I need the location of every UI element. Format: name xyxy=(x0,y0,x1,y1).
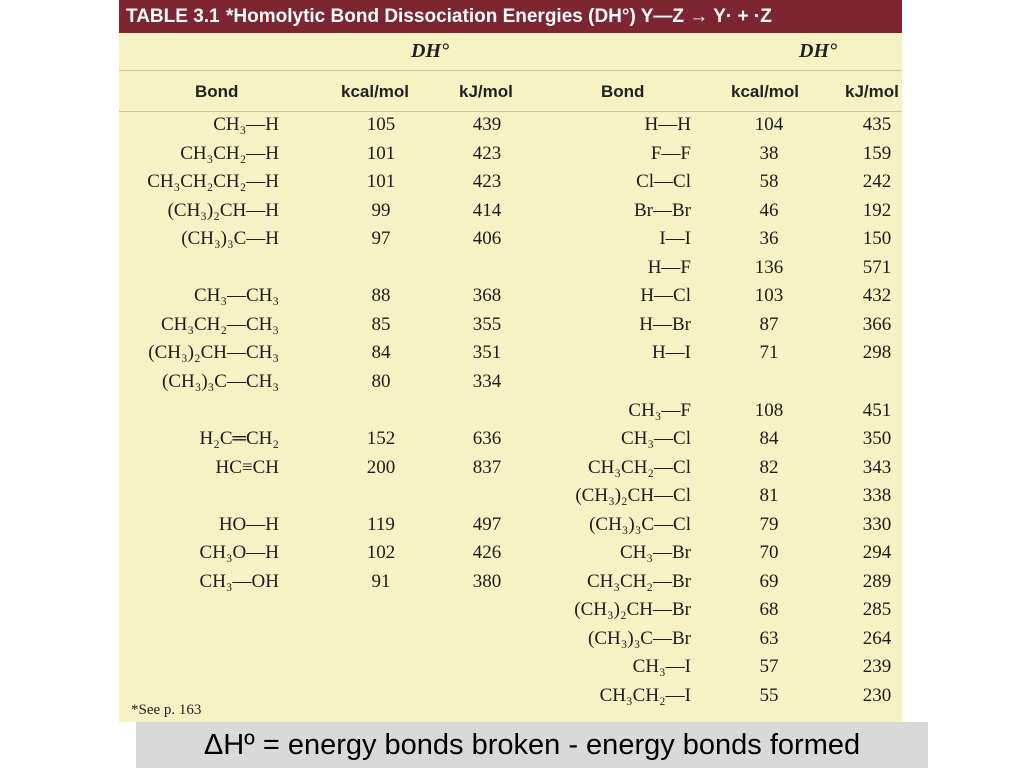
kj-cell: 432 xyxy=(862,285,892,307)
kcal-cell: 36 xyxy=(759,228,779,250)
bond-cell: CH₃CH₂—CH₃ xyxy=(160,313,279,335)
kj-cell: 439 xyxy=(472,114,502,135)
table-row xyxy=(119,311,902,339)
kj-cell: 242 xyxy=(862,171,892,193)
bond-cell: H₂C═CH₂ xyxy=(199,428,279,450)
kj-cell: 636 xyxy=(472,428,502,450)
bond-cell: (CH₃)₃C—CH₃ xyxy=(162,370,279,392)
kj-cell: 239 xyxy=(862,656,892,678)
table-row xyxy=(119,197,902,225)
kj-cell: 451 xyxy=(862,399,892,421)
bond-cell: I—I xyxy=(659,228,691,250)
bond-cell: Br—Br xyxy=(634,199,691,221)
kj-cell: 330 xyxy=(862,513,892,535)
kj-cell: 334 xyxy=(472,370,502,392)
bond-cell: (CH₃)₂CH—Br xyxy=(574,599,691,621)
kcal-cell: 82 xyxy=(759,456,779,478)
table-row xyxy=(119,168,902,196)
table-row xyxy=(119,653,902,681)
bond-cell: CH₃—F xyxy=(628,399,691,421)
table-row xyxy=(119,596,902,624)
bond-energy-table xyxy=(119,0,902,722)
col-header-kcal-right: kcal/mol xyxy=(731,82,800,101)
kcal-cell: 200 xyxy=(366,456,396,478)
bond-cell: Cl—Cl xyxy=(636,171,691,193)
kcal-cell: 55 xyxy=(759,685,779,706)
bond-cell: (CH₃)₂CH—Cl xyxy=(575,485,691,507)
table-row xyxy=(119,282,902,310)
bond-cell: CH₃CH₂—I xyxy=(599,685,691,706)
kcal-cell: 101 xyxy=(366,142,396,164)
kcal-cell: 81 xyxy=(759,485,779,507)
col-header-bond-left: Bond xyxy=(195,82,239,101)
kj-cell: 350 xyxy=(862,428,892,450)
bond-cell: CH₃—CH₃ xyxy=(193,285,279,307)
table-row xyxy=(119,482,902,510)
kcal-cell: 152 xyxy=(366,428,396,450)
table-row xyxy=(119,682,902,710)
bond-cell: H—F xyxy=(647,256,691,278)
kcal-cell: 69 xyxy=(759,570,779,592)
kj-cell: 368 xyxy=(472,285,502,307)
bond-cell: CH₃—Br xyxy=(619,542,691,564)
kcal-cell: 68 xyxy=(759,599,779,621)
kj-cell: 497 xyxy=(472,513,502,535)
table-row xyxy=(119,254,902,282)
kcal-cell: 70 xyxy=(759,542,779,564)
kj-cell: 366 xyxy=(862,313,892,335)
table-title-bar xyxy=(119,0,902,33)
table-row xyxy=(119,454,902,482)
table-row xyxy=(119,568,902,596)
table-title: *Homolytic Bond Dissociation Energies (DH°) Y—Z → Y· + ·Z xyxy=(226,6,772,27)
bond-cell: (CH₃)₂CH—CH₃ xyxy=(148,342,279,364)
bond-cell: CH₃CH₂—Cl xyxy=(588,456,691,478)
table-number: TABLE 3.1 xyxy=(126,6,220,27)
bond-cell: CH₃—Cl xyxy=(621,428,691,450)
kj-cell: 289 xyxy=(862,570,892,592)
kcal-cell: 38 xyxy=(759,142,779,164)
table-row xyxy=(119,339,902,367)
col-header-bond-right: Bond xyxy=(601,82,645,101)
kcal-cell: 71 xyxy=(759,342,779,364)
table-row xyxy=(119,625,902,653)
table-row xyxy=(119,539,902,567)
table-row xyxy=(119,511,902,539)
kcal-cell: 58 xyxy=(759,171,779,193)
bond-cell: H—Br xyxy=(639,313,691,335)
bond-cell: CH₃CH₂CH₂—H xyxy=(147,171,279,193)
bond-cell: CH₃—OH xyxy=(199,570,279,592)
kcal-cell: 63 xyxy=(759,627,779,649)
kcal-cell: 108 xyxy=(754,399,784,421)
kj-cell: 298 xyxy=(862,342,892,364)
col-header-kj-right: kJ/mol xyxy=(845,82,899,101)
kj-cell: 406 xyxy=(472,228,502,250)
kcal-cell: 101 xyxy=(366,171,396,193)
kcal-cell: 97 xyxy=(371,228,391,250)
kcal-cell: 87 xyxy=(759,313,779,335)
kj-cell: 159 xyxy=(862,142,892,164)
kj-cell: 414 xyxy=(472,199,502,221)
table-row xyxy=(119,397,902,425)
bond-cell: (CH₃)₃C—Br xyxy=(588,627,691,649)
bond-cell: CH₃CH₂—H xyxy=(180,142,279,164)
bond-cell: CH₃—I xyxy=(632,656,691,678)
kcal-cell: 57 xyxy=(759,656,779,678)
footnote: *See p. 163 xyxy=(131,702,202,718)
kcal-cell: 79 xyxy=(759,513,779,535)
kj-cell: 426 xyxy=(472,542,502,564)
kj-cell: 380 xyxy=(472,570,502,592)
kcal-cell: 84 xyxy=(759,428,779,450)
kcal-cell: 88 xyxy=(371,285,391,307)
header-rule-top xyxy=(119,70,902,71)
kj-cell: 230 xyxy=(862,685,892,706)
kcal-cell: 91 xyxy=(371,570,391,592)
bond-cell: H—Cl xyxy=(640,285,691,307)
kcal-cell: 99 xyxy=(371,199,391,221)
col-header-kj-left: kJ/mol xyxy=(459,82,513,101)
bond-cell: H—H xyxy=(644,114,691,135)
kcal-cell: 85 xyxy=(371,313,391,335)
kj-cell: 338 xyxy=(862,485,892,507)
table-row xyxy=(119,140,902,168)
kcal-cell: 84 xyxy=(371,342,391,364)
kj-cell: 150 xyxy=(862,228,892,250)
kj-cell: 285 xyxy=(862,599,892,621)
bond-cell: HC≡CH xyxy=(215,456,279,478)
bond-cell: CH₃O—H xyxy=(199,542,279,564)
table-row xyxy=(119,368,902,396)
kcal-cell: 136 xyxy=(754,256,784,278)
kcal-cell: 119 xyxy=(367,513,395,535)
bond-cell: H—I xyxy=(651,342,691,364)
kj-cell: 264 xyxy=(862,627,892,649)
table-row xyxy=(119,111,902,139)
bond-cell: HO—H xyxy=(218,513,279,535)
kj-cell: 435 xyxy=(862,114,892,135)
kj-cell: 837 xyxy=(472,456,502,478)
dh-label-left: DH° xyxy=(411,40,449,62)
kcal-cell: 80 xyxy=(371,370,391,392)
kj-cell: 343 xyxy=(862,456,892,478)
kj-cell: 571 xyxy=(862,256,892,278)
bond-cell: CH₃CH₂—Br xyxy=(586,570,691,592)
bond-cell: F—F xyxy=(650,142,691,164)
kcal-cell: 104 xyxy=(754,114,784,135)
col-header-kcal-left: kcal/mol xyxy=(341,82,410,101)
table-row xyxy=(119,225,902,253)
table-row xyxy=(119,425,902,453)
kj-cell: 294 xyxy=(862,542,892,564)
kj-cell: 423 xyxy=(472,142,502,164)
enthalpy-formula: ΔHº = energy bonds broken - energy bonds formed xyxy=(136,722,928,768)
kcal-cell: 102 xyxy=(366,542,396,564)
bond-cell: (CH₃)₃C—Cl xyxy=(589,513,691,535)
bond-cell: (CH₃)₂CH—H xyxy=(167,199,279,221)
kcal-cell: 103 xyxy=(754,285,784,307)
bond-cell: CH₃—H xyxy=(213,114,279,135)
kj-cell: 355 xyxy=(472,313,502,335)
bond-cell: (CH₃)₃C—H xyxy=(181,228,279,250)
kj-cell: 351 xyxy=(472,342,502,364)
kj-cell: 192 xyxy=(862,199,892,221)
kcal-cell: 105 xyxy=(366,114,396,135)
kj-cell: 423 xyxy=(472,171,502,193)
kcal-cell: 46 xyxy=(759,199,779,221)
dh-label-right: DH° xyxy=(799,40,837,62)
